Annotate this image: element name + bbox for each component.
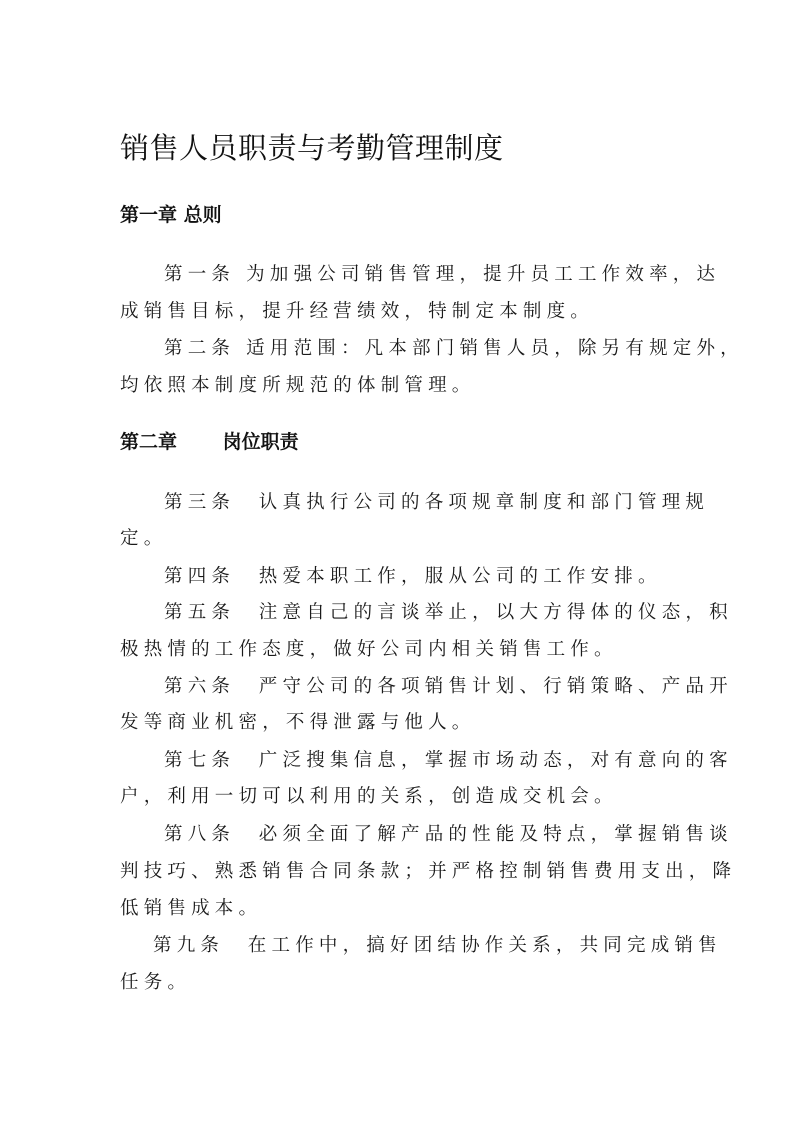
article-line: 任务。 bbox=[120, 972, 192, 993]
chapter-1-heading: 第一章 总则 bbox=[120, 204, 222, 226]
article-line: 定。 bbox=[120, 528, 168, 549]
article-line: 户，利用一切可以利用的关系，创造成交机会。 bbox=[120, 786, 618, 807]
article-line: 第二条 适用范围：凡本部门销售人员，除另有规定外， bbox=[164, 338, 744, 359]
article-line: 均依照本制度所规范的体制管理。 bbox=[120, 375, 476, 396]
article-line: 低销售成本。 bbox=[120, 898, 263, 919]
article-line: 发等商业机密，不得泄露与他人。 bbox=[120, 712, 476, 733]
article-line: 第九条 在工作中，搞好团结协作关系，共同完成销售 bbox=[153, 935, 722, 956]
article-line: 第三条 认真执行公司的各项规章制度和部门管理规 bbox=[164, 492, 710, 513]
article-line: 判技巧、熟悉销售合同条款；并严格控制销售费用支出，降 bbox=[120, 861, 737, 882]
chapter-2-heading: 第二章 岗位职责 bbox=[120, 431, 299, 453]
article-line: 第七条 广泛搜集信息，掌握市场动态，对有意向的客 bbox=[164, 750, 733, 771]
article-line: 第六条 严守公司的各项销售计划、行销策略、产品开 bbox=[164, 676, 733, 697]
article-line: 第四条 热爱本职工作，服从公司的工作安排。 bbox=[164, 566, 662, 587]
article-line: 极热情的工作态度，做好公司内相关销售工作。 bbox=[120, 639, 618, 660]
article-line: 第八条 必须全面了解产品的性能及特点，掌握销售谈 bbox=[164, 824, 733, 845]
article-line: 成销售目标，提升经营绩效，特制定本制度。 bbox=[120, 301, 595, 322]
article-line: 第五条 注意自己的言谈举止，以大方得体的仪态，积 bbox=[164, 602, 733, 623]
article-line: 第一条 为加强公司销售管理，提升员工工作效率，达 bbox=[164, 264, 721, 285]
document-title: 销售人员职责与考勤管理制度 bbox=[120, 131, 504, 165]
